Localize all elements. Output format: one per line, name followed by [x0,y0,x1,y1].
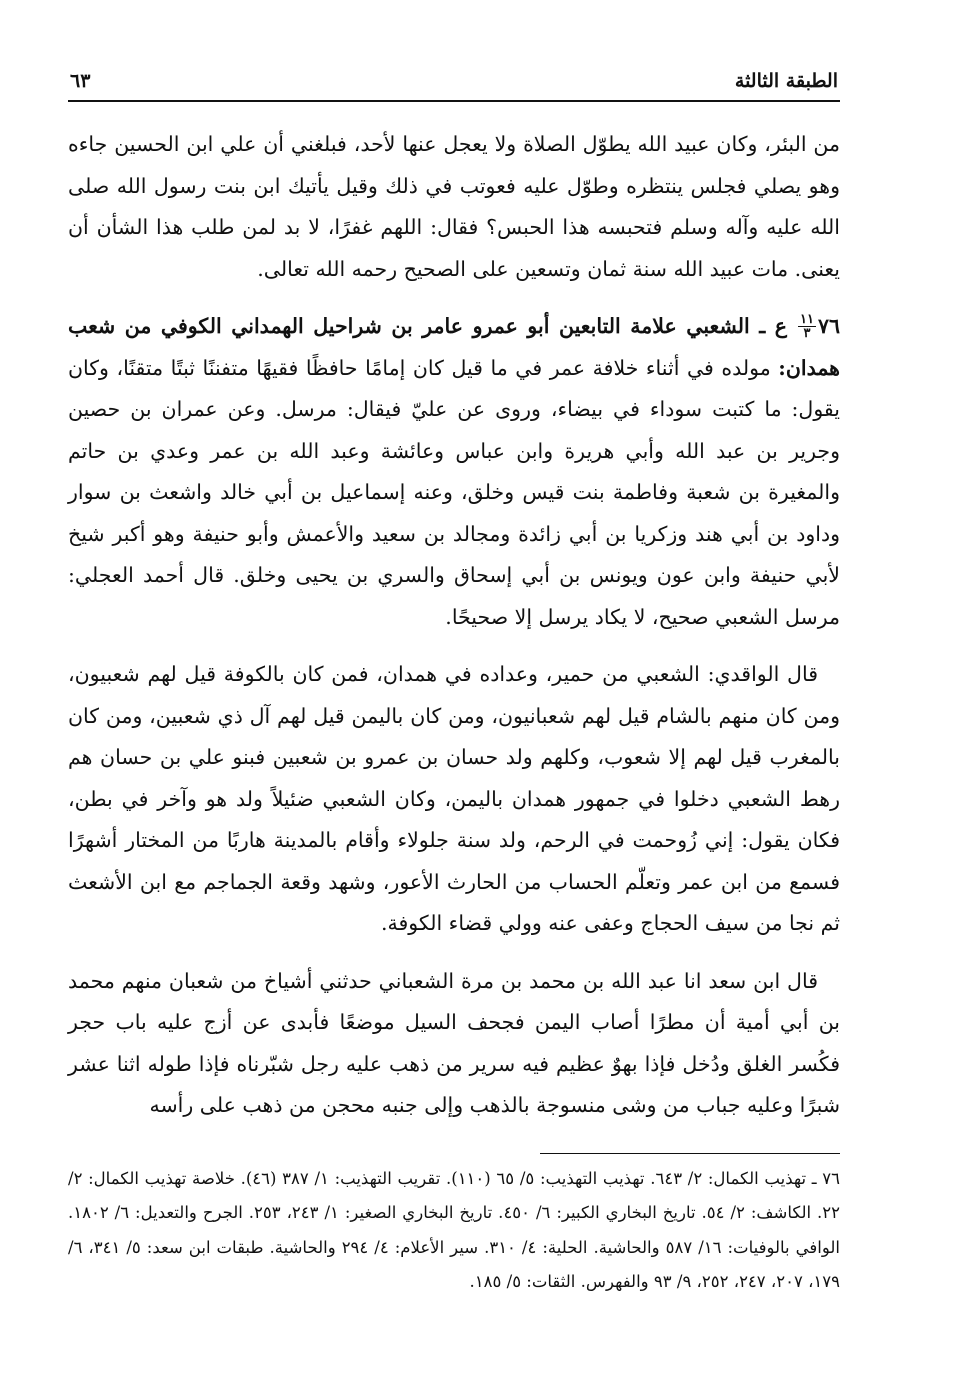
page-header [68,52,840,102]
page-body [68,124,840,1127]
paragraph-continuation: من البئر، وكان عبيد الله يطوّل الصلاة ولا يعجل عنها لأحد، فبلغني أن علي ابن الحسين جاءه وهو يصلي فجلس ينتظره وطوّل عليه فعوتب في ذلك وقيل يأتيك ابن بنت رسول الله صلى الله عليه وآله وسلم فتحبسه هذا الحبس؟ فقال: اللهم غفرًا، لا بد لمن طلب هذا الشأن أن يعنى. مات عبيد الله سنة ثمان وتسعين على الصحيح رحمه الله تعالى. [68,132,840,281]
running-title: الطبقة الثالثة [734,70,838,92]
fraction-denominator: ٣ [803,326,811,342]
footnote-76: ٧٦ ـ تهذيب الكمال: ٢/ ٦٤٣. تهذيب التهذيب: ٥/ ٦٥ (١١٠). تقريب التهذيب: ١/ ٣٨٧ (٤٦). خلاصة تهذيب الكمال: ٢/ ٢٢. الكاشف: ٢/ ٥٤. تاريخ البخاري الكبير: ٦/ ٤٥٠. تاريخ البخاري الصغير: ١/ ٢٤٣، ٢٥٣. الجرح والتعديل: ٦/ ١٨٠٢. الوافي بالوفيات: ١٦/ ٥٨٧ والحاشية. الحلية: ٤/ ٣١٠. سير الأعلام: ٤/ ٢٩٤ والحاشية. طبقات ابن سعد: ٥/ ٣٤١، ٦/ ١٧٩، ٢٠٧، ٢٤٧، ٢٥٢، ٩/ ٩٣ والفهرس. الثقات: ٥/ ١٨٥. [68,1168,841,1291]
paragraph-ibn-saad: قال ابن سعد انا عبد الله بن محمد بن مرة الشعباني حدثني أشياخ من شعبان منهم محمد بن أبي أمية أن مطرًا أصاب اليمن فجحف السيل موضعًا فأبدى عن أزج عليه باب حجر فكُسر الغلق ودُخل فإذا بهوٌ عظيم فيه سرير من ذهب عليه رجل شبّرناه فإذا طوله اثنا عشر شبرًا وعليه جباب من وشى منسوجة بالذهب وإلى جنبه محجن من ذهب على رأسه [68,968,840,1117]
footnote-separator [540,1153,840,1154]
paragraph-waqidi: قال الواقدي: الشعبي من حمير، وعداده في همدان، فمن كان بالكوفة قيل لهم شعبيون، ومن كان منهم بالشام قيل لهم شعبانيون، ومن كان باليمن قيل لهم آل ذي شعبين، ومن كان بالمغرب قيل لهم إلا شعوب، وكلهم ولد حسان بن عمرو بن شعبين فبنو علي بن حسان هم رهط الشعبي دخلوا في جمهور همدان باليمن، وكان الشعبي ضئيلاً ولد هو وآخر في بطن، فكان يقول: إني زُوحمت في الرحم، ولد سنة جلولاء وأقام بالمدينة هاربًا من المختار أشهرًا فسمع من ابن عمر وتعلّم الحساب من الحارث الأعور، وشهد وقعة الجماجم مع ابن الأشعث ثم نجا من سيف الحجاج وعفى عنه وولي قضاء الكوفة. [68,662,840,935]
entry-number-value: ٧٦ [817,314,840,338]
footnotes [68,1162,840,1300]
biography-entry-76 [68,306,840,638]
entry-number [796,306,840,348]
fraction-numerator: ١١ [800,312,814,328]
entry-heading: ع ـ الشعبي علامة التابعين أبو عمرو عامر بن شراحيل الهمداني الكوفي من شعب همدان: [68,314,840,380]
entry-fraction [798,313,816,340]
book-page [68,52,840,1300]
page-number: ٦٣ [70,70,91,92]
entry-text: مولده في أثناء خلافة عمر في ما قيل كان إمامًا حافظًا فقيهًا متفننًا ثبتًا متقنًا، وكان يقول: ما كتبت سوداء في بيضاء، وروى عن عليّ فيقال: مرسل. وعن عمران بن حصين وجرير بن عبد الله وأبي هريرة وابن عباس وعائشة وعبد الله بن عمر وعدي بن حاتم والمغيرة بن شعبة وفاطمة بنت قيس وخلق، وعنه إسماعيل بن أبي خالد واشعث بن سوار وداود بن أبي هند وزكريا بن أبي زائدة ومجالد بن سعيد والأعمش وأبو حنيفة وهو أكبر شيخ لأبي حنيفة وابن عون ويونس بن أبي إسحاق والسري بن يحيى وخلق. قال أحمد العجلي: مرسل الشعبي صحيح، لا يكاد يرسل إلا صحيحًا. [68,355,840,629]
